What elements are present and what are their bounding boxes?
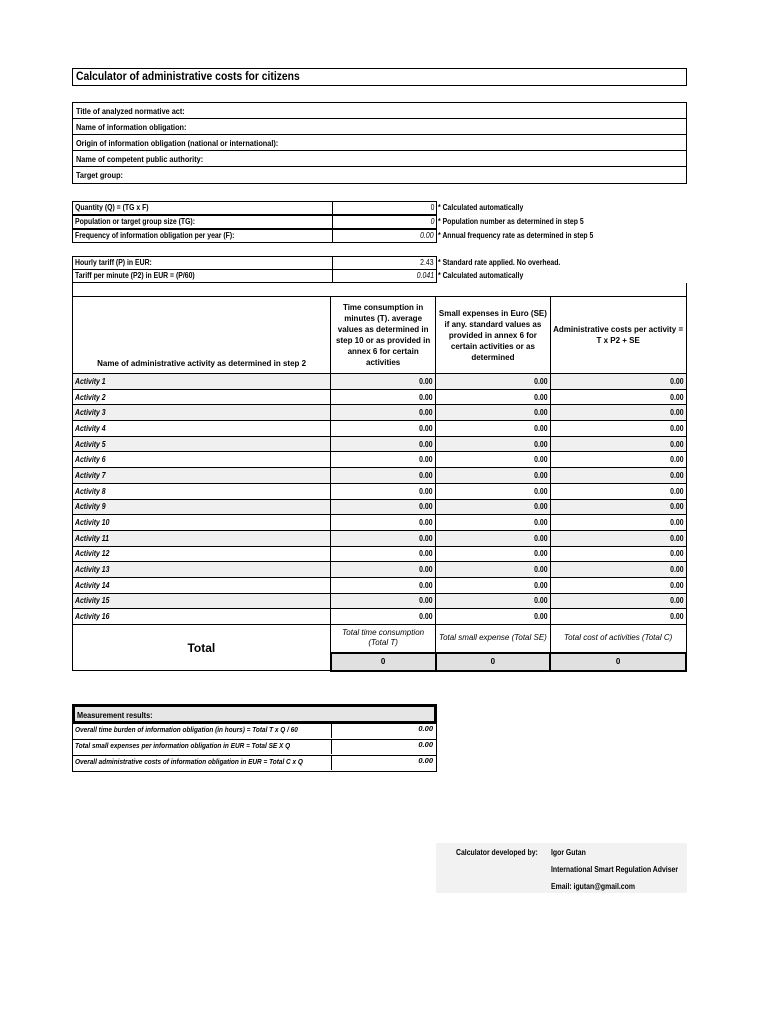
quantity-row	[72, 201, 437, 215]
activity-name-cell[interactable]: Activity 15	[73, 593, 331, 609]
activity-name-cell[interactable]: Activity 8	[73, 483, 331, 499]
admin-cost-cell[interactable]: 0.00	[550, 421, 686, 437]
measurement-row-time: Overall time burden of information obligation (in hours) = Total T x Q / 60 0.00	[73, 723, 436, 739]
table-row	[73, 405, 687, 421]
admin-cost-cell[interactable]: 0.00	[550, 483, 686, 499]
hourly-tariff-value[interactable]: 2.43	[332, 257, 436, 269]
admin-cost-cell[interactable]: 0.00	[550, 593, 686, 609]
hourly-tariff-label: Hourly tariff (P) in EUR:	[75, 258, 152, 267]
time-cell[interactable]: 0.00	[331, 374, 436, 390]
table-row	[73, 483, 687, 499]
total-se-value: 0	[436, 653, 551, 671]
time-cell[interactable]: 0.00	[331, 577, 436, 593]
small-expense-cell[interactable]: 0.00	[436, 515, 551, 531]
time-cell[interactable]: 0.00	[331, 593, 436, 609]
total-time-label: Total time consumption (Total T)	[331, 625, 436, 653]
hourly-tariff-note: * Standard rate applied. No overhead.	[438, 258, 561, 267]
admin-cost-cell[interactable]: 0.00	[550, 468, 686, 484]
minute-tariff-row	[72, 269, 437, 283]
measurement-costs-value: 0.00	[331, 756, 436, 770]
credits-role: International Smart Regulation Adviser	[551, 865, 679, 874]
hourly-tariff-row	[72, 256, 437, 270]
small-expense-cell[interactable]: 0.00	[436, 593, 551, 609]
table-header-row	[73, 297, 687, 374]
table-row	[73, 609, 687, 625]
time-cell[interactable]: 0.00	[331, 468, 436, 484]
population-note: * Population number as determined in step 5	[438, 217, 584, 226]
frequency-row	[72, 229, 437, 243]
activity-name-cell[interactable]: Activity 9	[73, 499, 331, 515]
admin-cost-cell[interactable]: 0.00	[550, 562, 686, 578]
activity-name-cell[interactable]: Activity 1	[73, 374, 331, 390]
population-value[interactable]: 0	[332, 216, 436, 228]
total-cost-label: Total cost of activities (Total C)	[550, 625, 686, 653]
credits-box	[436, 843, 687, 893]
header-admin-costs: Administrative costs per activity = T x P2 + SE	[550, 297, 686, 374]
small-expense-cell[interactable]: 0.00	[436, 421, 551, 437]
activity-name-cell[interactable]: Activity 2	[73, 389, 331, 405]
minute-tariff-label: Tariff per minute (P2) in EUR = (P/60)	[75, 271, 195, 280]
admin-cost-cell[interactable]: 0.00	[550, 436, 686, 452]
info-row-obligation-origin[interactable]: Origin of information obligation (national or international):	[73, 135, 686, 151]
admin-cost-cell[interactable]: 0.00	[550, 530, 686, 546]
frequency-label: Frequency of information obligation per year (F):	[75, 231, 235, 240]
header-small-expenses: Small expenses in Euro (SE) if any. standard values as provided in annex 6 for certain activities or as determined	[436, 297, 551, 374]
table-row	[73, 530, 687, 546]
table-row	[73, 562, 687, 578]
small-expense-cell[interactable]: 0.00	[436, 483, 551, 499]
activity-name-cell[interactable]: Activity 5	[73, 436, 331, 452]
quantity-value[interactable]: 0	[332, 202, 436, 214]
measurement-row-expenses: Total small expenses per information obligation in EUR = Total SE X Q 0.00	[73, 739, 436, 755]
admin-cost-cell[interactable]: 0.00	[550, 546, 686, 562]
calculator-title: Calculator of administrative costs for citizens	[72, 68, 687, 86]
small-expense-cell[interactable]: 0.00	[436, 405, 551, 421]
header-activity-name: Name of administrative activity as determined in step 2	[73, 297, 331, 374]
time-cell[interactable]: 0.00	[331, 436, 436, 452]
time-cell[interactable]: 0.00	[331, 530, 436, 546]
population-row	[72, 215, 437, 229]
time-cell[interactable]: 0.00	[331, 389, 436, 405]
time-cell[interactable]: 0.00	[331, 483, 436, 499]
measurement-expenses-value: 0.00	[331, 740, 436, 754]
quantity-label: Quantity (Q) = (TG x F)	[75, 203, 149, 212]
activity-name-cell[interactable]: Activity 3	[73, 405, 331, 421]
small-expense-cell[interactable]: 0.00	[436, 468, 551, 484]
activity-name-cell[interactable]: Activity 7	[73, 468, 331, 484]
time-cell[interactable]: 0.00	[331, 452, 436, 468]
credits-label: Calculator developed by:	[456, 848, 538, 857]
info-row-act-title[interactable]: Title of analyzed normative act:	[73, 103, 686, 119]
small-expense-cell[interactable]: 0.00	[436, 530, 551, 546]
activity-name-cell[interactable]: Activity 4	[73, 421, 331, 437]
time-cell[interactable]: 0.00	[331, 499, 436, 515]
activity-name-cell[interactable]: Activity 10	[73, 515, 331, 531]
small-expense-cell[interactable]: 0.00	[436, 562, 551, 578]
activity-name-cell[interactable]: Activity 12	[73, 546, 331, 562]
small-expense-cell[interactable]: 0.00	[436, 374, 551, 390]
act-info-section	[72, 102, 687, 184]
total-cost-value: 0	[550, 653, 686, 671]
table-row	[73, 468, 687, 484]
table-row	[73, 593, 687, 609]
time-cell[interactable]: 0.00	[331, 562, 436, 578]
credits-name: Igor Gutan	[551, 848, 586, 857]
table-row	[73, 546, 687, 562]
time-cell[interactable]: 0.00	[331, 421, 436, 437]
activity-name-cell[interactable]: Activity 13	[73, 562, 331, 578]
minute-tariff-value[interactable]: 0.041	[332, 270, 436, 282]
table-row	[73, 374, 687, 390]
small-expense-cell[interactable]: 0.00	[436, 389, 551, 405]
admin-cost-cell[interactable]: 0.00	[550, 452, 686, 468]
time-cell[interactable]: 0.00	[331, 609, 436, 625]
total-label: Total	[73, 625, 331, 671]
table-row	[73, 421, 687, 437]
table-row	[73, 499, 687, 515]
admin-cost-cell[interactable]: 0.00	[550, 405, 686, 421]
credits-email[interactable]: Email: igutan@gmail.com	[551, 882, 635, 891]
small-expense-cell[interactable]: 0.00	[436, 436, 551, 452]
activity-name-cell[interactable]: Activity 16	[73, 609, 331, 625]
population-label: Population or target group size (TG):	[75, 217, 196, 226]
info-row-obligation-name[interactable]: Name of information obligation:	[73, 119, 686, 135]
table-row	[73, 389, 687, 405]
measurement-results	[72, 704, 437, 772]
time-cell[interactable]: 0.00	[331, 546, 436, 562]
info-row-target-group[interactable]: Target group:	[76, 170, 123, 180]
measurement-header: Measurement results:	[73, 705, 436, 723]
admin-cost-cell[interactable]: 0.00	[550, 577, 686, 593]
time-cell[interactable]: 0.00	[331, 405, 436, 421]
total-se-label: Total small expense (Total SE)	[436, 625, 551, 653]
table-row	[73, 436, 687, 452]
small-expense-cell[interactable]: 0.00	[436, 499, 551, 515]
activity-name-cell[interactable]: Activity 6	[73, 452, 331, 468]
measurement-time-value: 0.00	[331, 724, 436, 738]
admin-cost-cell[interactable]: 0.00	[550, 609, 686, 625]
table-row	[73, 452, 687, 468]
activity-name-cell[interactable]: Activity 14	[73, 577, 331, 593]
table-row	[73, 515, 687, 531]
table-row	[73, 577, 687, 593]
total-header-row	[73, 625, 687, 653]
frequency-note: * Annual frequency rate as determined in step 5	[438, 231, 594, 240]
small-expense-cell[interactable]: 0.00	[436, 577, 551, 593]
minute-tariff-note: * Calculated automatically	[438, 271, 524, 280]
admin-cost-cell[interactable]: 0.00	[550, 374, 686, 390]
activities-table	[72, 296, 687, 672]
admin-cost-cell[interactable]: 0.00	[550, 499, 686, 515]
small-expense-cell[interactable]: 0.00	[436, 609, 551, 625]
admin-cost-cell[interactable]: 0.00	[550, 515, 686, 531]
admin-cost-cell[interactable]: 0.00	[550, 389, 686, 405]
measurement-row-costs: Overall administrative costs of information obligation in EUR = Total C x Q 0.00	[73, 755, 436, 771]
frequency-value[interactable]: 0.00	[332, 230, 436, 242]
table-spacer	[72, 283, 687, 296]
time-cell[interactable]: 0.00	[331, 515, 436, 531]
small-expense-cell[interactable]: 0.00	[436, 452, 551, 468]
info-row-public-authority[interactable]: Name of competent public authority:	[73, 151, 686, 167]
quantity-note: * Calculated automatically	[438, 203, 524, 212]
total-time-value: 0	[331, 653, 436, 671]
header-time-consumption: Time consumption in minutes (T). average values as determined in step 10 or as provided in annex 6 for certain activities	[331, 297, 436, 374]
activity-name-cell[interactable]: Activity 11	[73, 530, 331, 546]
small-expense-cell[interactable]: 0.00	[436, 546, 551, 562]
